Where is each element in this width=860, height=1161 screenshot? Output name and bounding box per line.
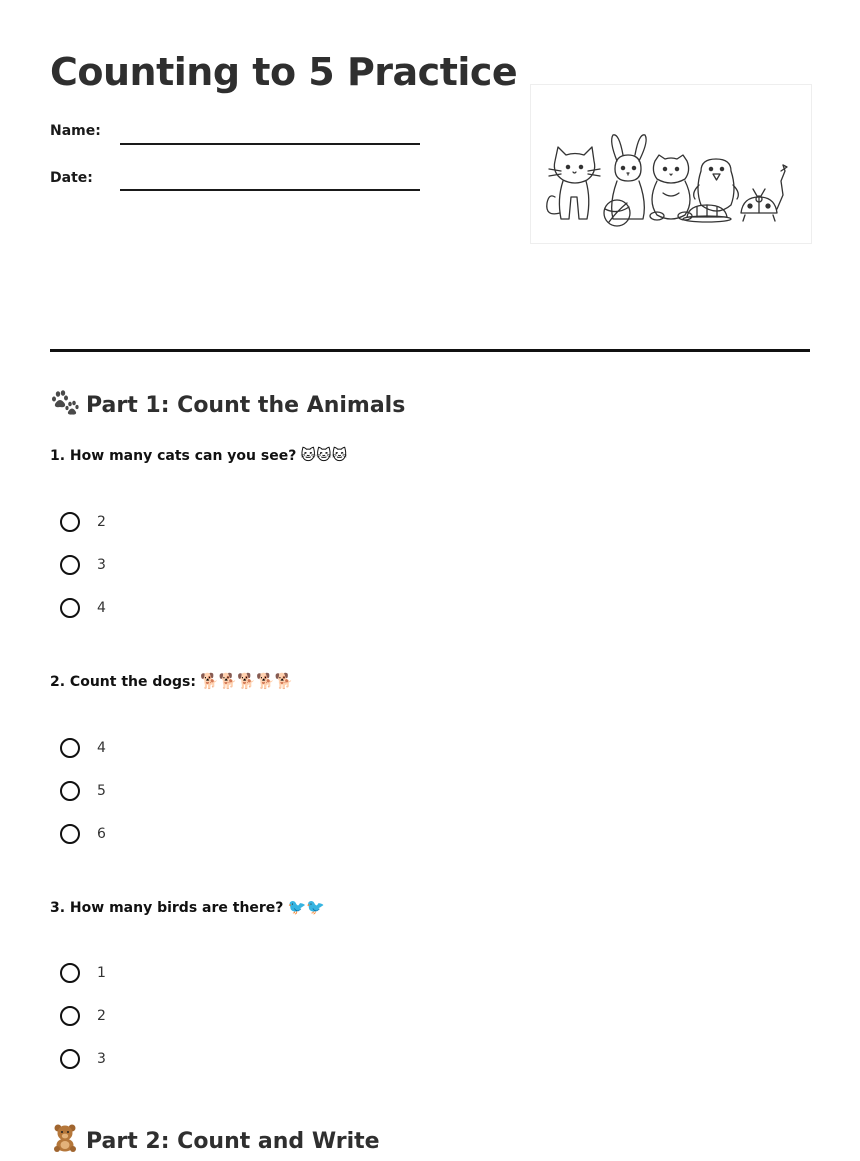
option-label: 2	[97, 1008, 106, 1024]
teddy-bear-icon	[50, 1124, 80, 1158]
q2-option-1[interactable]	[60, 736, 106, 760]
radio-button[interactable]	[60, 1049, 80, 1069]
option-label: 2	[97, 514, 106, 530]
question-2-text: 2. Count the dogs:	[50, 674, 196, 690]
question-1	[50, 446, 347, 464]
hamster-drawing	[650, 155, 692, 220]
part1-title-text: Part 1: Count the Animals	[86, 393, 406, 418]
question-3	[50, 898, 325, 916]
dog-emoji-group: 🐕🐕🐕🐕🐕	[199, 672, 294, 690]
option-label: 3	[97, 1051, 106, 1067]
q2-option-2[interactable]	[60, 779, 106, 803]
name-label: Name:	[50, 123, 101, 139]
date-label: Date:	[50, 170, 93, 186]
question-3-text: 3. How many birds are there?	[50, 900, 284, 916]
name-field[interactable]	[120, 143, 420, 145]
option-label: 6	[97, 826, 106, 842]
option-label: 3	[97, 557, 106, 573]
option-label: 4	[97, 600, 106, 616]
part1-title	[50, 390, 405, 422]
penguin-drawing	[694, 159, 739, 211]
q3-option-2[interactable]	[60, 1004, 106, 1028]
option-label: 4	[97, 740, 106, 756]
ball-drawing	[604, 200, 630, 226]
q3-option-1[interactable]	[60, 961, 106, 985]
radio-button[interactable]	[60, 738, 80, 758]
paw-prints-icon	[50, 390, 80, 422]
question-2	[50, 672, 293, 690]
q2-option-3[interactable]	[60, 822, 106, 846]
radio-button[interactable]	[60, 963, 80, 983]
cat-drawing	[547, 147, 600, 219]
q3-option-3[interactable]	[60, 1047, 106, 1071]
radio-button[interactable]	[60, 598, 80, 618]
radio-button[interactable]	[60, 1006, 80, 1026]
q1-option-1[interactable]	[60, 510, 106, 534]
part2-title	[50, 1124, 380, 1158]
q1-option-2[interactable]	[60, 553, 106, 577]
part2-title-text: Part 2: Count and Write	[86, 1129, 380, 1154]
animal-friends-illustration	[530, 84, 812, 244]
question-1-text: 1. How many cats can you see?	[50, 448, 297, 464]
radio-button[interactable]	[60, 824, 80, 844]
date-field[interactable]	[120, 189, 420, 191]
radio-button[interactable]	[60, 781, 80, 801]
radio-button[interactable]	[60, 555, 80, 575]
option-label: 5	[97, 783, 106, 799]
bird-emoji-group: 🐦🐦	[287, 898, 325, 916]
ladybug-drawing	[741, 165, 787, 221]
q1-option-3[interactable]	[60, 596, 106, 620]
option-label: 1	[97, 965, 106, 981]
section-divider	[50, 349, 810, 352]
worksheet-title: Counting to 5 Practice	[50, 50, 518, 94]
cat-emoji-group: 🐱🐱🐱	[300, 446, 348, 464]
radio-button[interactable]	[60, 512, 80, 532]
